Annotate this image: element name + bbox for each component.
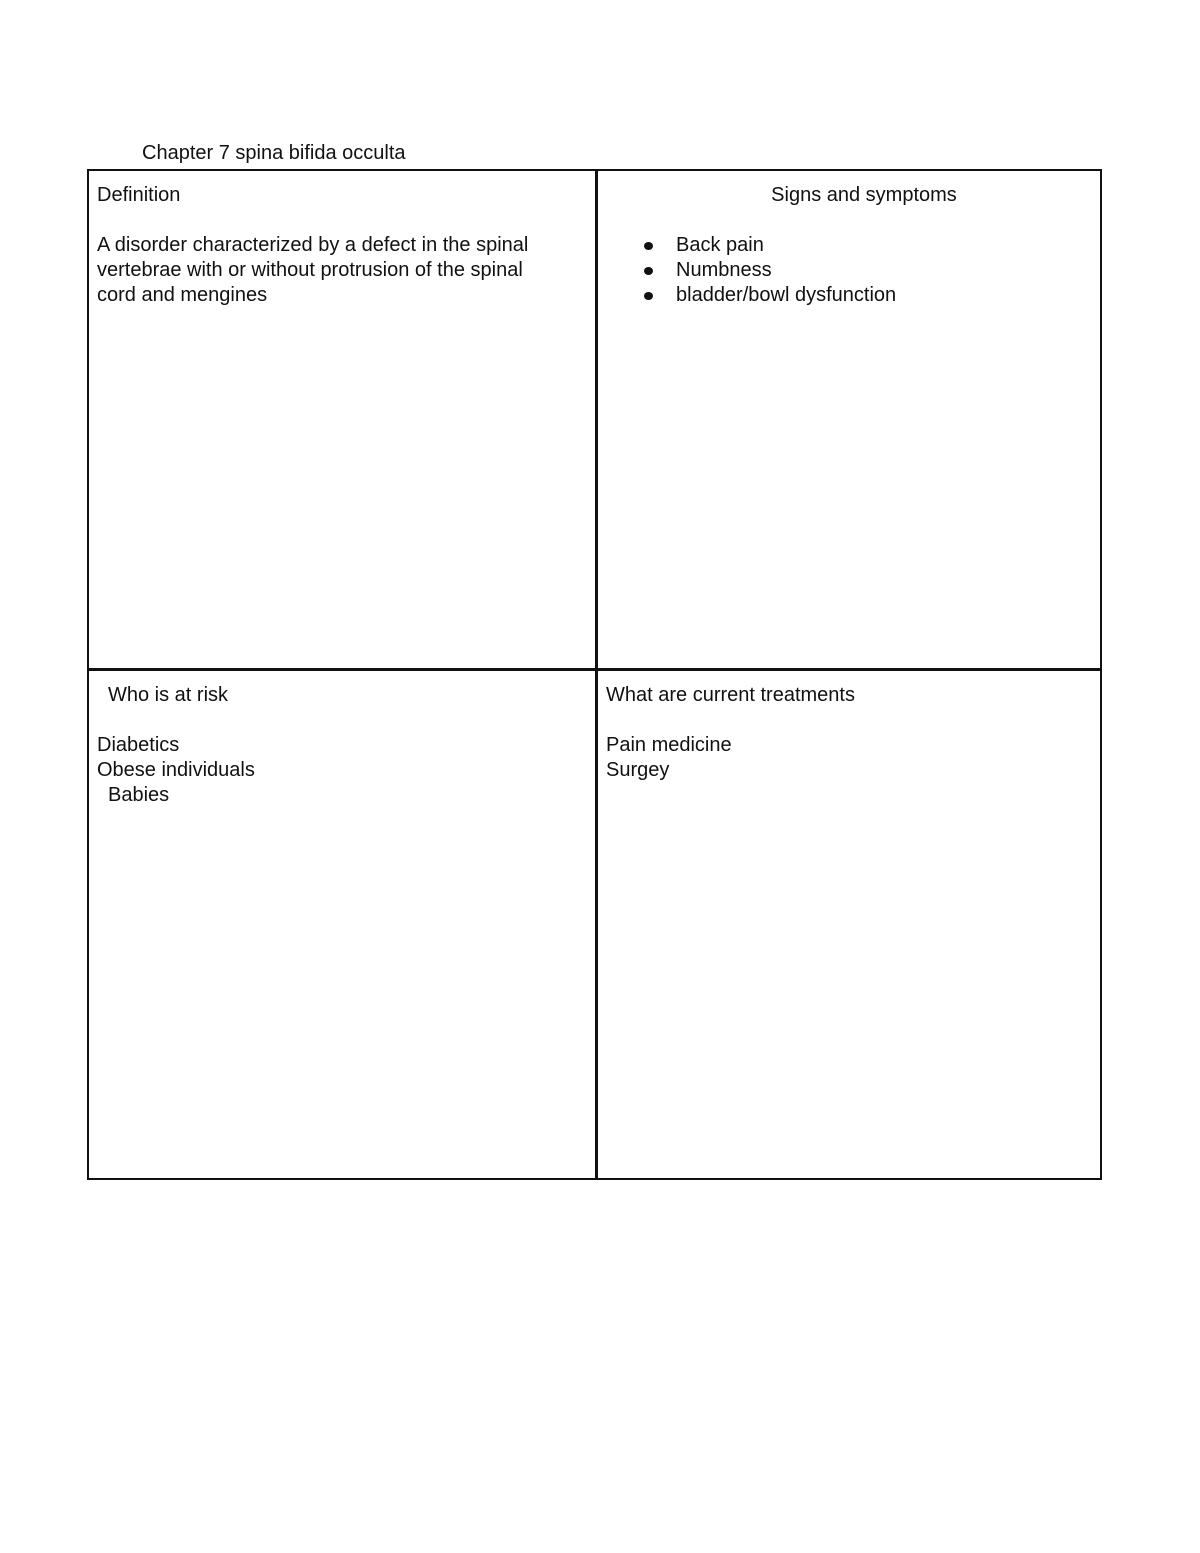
symptoms-list <box>606 233 1096 308</box>
risk-cell <box>97 683 587 808</box>
definition-cell <box>97 183 587 308</box>
bullet-icon <box>644 292 653 300</box>
signs-symptoms-cell <box>606 183 1096 308</box>
risk-heading: Who is at risk <box>108 684 229 706</box>
treatments-list <box>606 733 1096 783</box>
symptom-item <box>606 233 1096 258</box>
definition-text <box>97 233 587 308</box>
treatments-heading: What are current treatments <box>606 684 855 706</box>
treatment-item: Surgey <box>606 759 670 781</box>
definition-line: cord and mengines <box>97 284 268 306</box>
definition-heading: Definition <box>97 184 181 206</box>
risk-item: Obese individuals <box>97 759 255 781</box>
risk-list <box>97 733 587 808</box>
bullet-icon <box>644 242 653 250</box>
signs-symptoms-heading: Signs and symptoms <box>771 184 957 206</box>
symptom-item <box>606 283 1096 308</box>
symptom-label: Numbness <box>676 259 772 281</box>
definition-line: vertebrae with or without protrusion of the spinal <box>97 259 523 281</box>
symptom-label: Back pain <box>676 234 764 256</box>
bullet-icon <box>644 267 653 275</box>
symptom-label: bladder/bowl dysfunction <box>676 284 897 306</box>
treatments-cell <box>606 683 1096 783</box>
table-horizontal-divider <box>89 668 1100 671</box>
symptom-item <box>606 258 1096 283</box>
table-vertical-divider <box>595 171 598 1178</box>
document-title: Chapter 7 spina bifida occulta <box>142 142 406 164</box>
risk-item: Babies <box>108 784 170 806</box>
treatment-item: Pain medicine <box>606 734 732 756</box>
definition-line: A disorder characterized by a defect in the spinal <box>97 234 529 256</box>
four-square-table <box>87 169 1102 1180</box>
risk-item: Diabetics <box>97 734 180 756</box>
